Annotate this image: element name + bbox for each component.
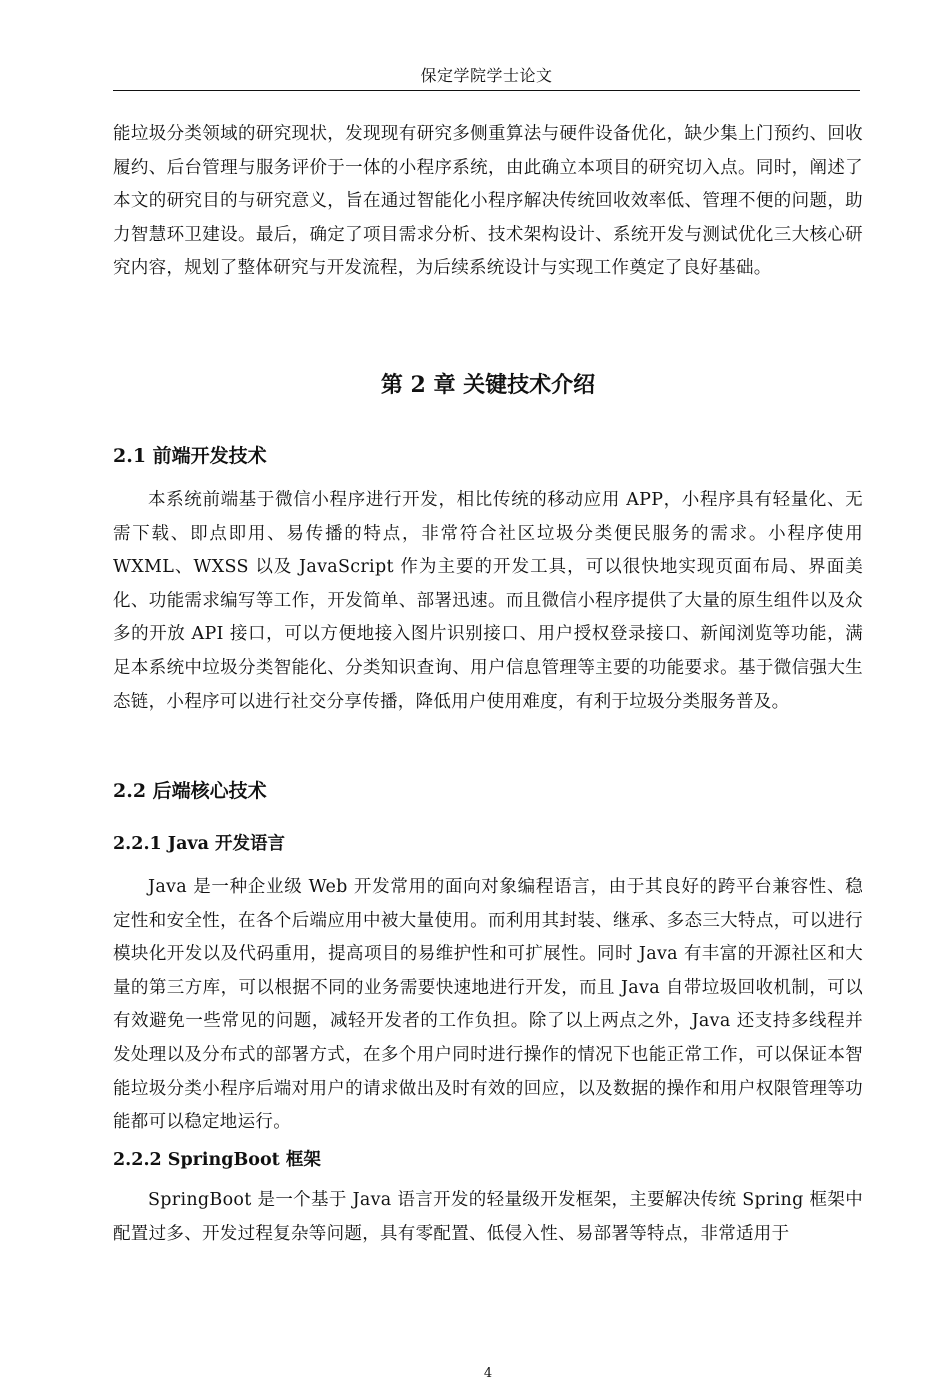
header-divider — [113, 90, 860, 91]
section-heading-2-1: 2.1 前端开发技术 — [113, 445, 267, 467]
section-heading-2-2-2: 2.2.2 SpringBoot 框架 — [113, 1150, 321, 1170]
section-2-1-paragraph: 本系统前端基于微信小程序进行开发，相比传统的移动应用 APP，小程序具有轻量化、无需下载、即点即用、易传播的特点，非常符合社区垃圾分类便民服务的需求。小程序使用 WXML、WXSS 以及 JavaScript 作为主要的开发工具，可以很快地实现页面布局、界面美化、功能需求编写等工作，开发简单、部署迅速。而且微信小程序提供了大量的原生组件以及众多的开放 API 接口，可以方便地接入图片识别接口、用户授权登录接口、新闻浏览等功能，满足本系统中垃圾分类智能化、分类知识查询、用户信息管理等主要的功能要求。基于微信强大生态链，小程序可以进行社交分享传播，降低用户使用难度，有利于垃圾分类服务普及。 — [113, 490, 863, 712]
chapter-title: 第 2 章 关键技术介绍 — [380, 372, 596, 398]
section-heading-2-2-1: 2.2.1 Java 开发语言 — [113, 834, 286, 854]
intro-tail-paragraph: 能垃圾分类领域的研究现状，发现现有研究多侧重算法与硬件设备优化，缺少集上门预约、回收履约、后台管理与服务评价于一体的小程序系统，由此确立本项目的研究切入点。同时，阐述了本文的研究目的与研究意义，旨在通过智能化小程序解决传统回收效率低、管理不便的问题，助力智慧环卫建设。最后，确定了项目需求分析、技术架构设计、系统开发与测试优化三大核心研究内容，规划了整体研究与开发流程，为后续系统设计与实现工作奠定了良好基础。 — [113, 124, 863, 279]
section-2-2-1-paragraph: Java 是一种企业级 Web 开发常用的面向对象编程语言，由于其良好的跨平台兼容性、稳定性和安全性，在各个后端应用中被大量使用。而利用其封装、继承、多态三大特点，可以进行模块化开发以及代码重用，提高项目的易维护性和可扩展性。同时 Java 有丰富的开源社区和大量的第三方库，可以根据不同的业务需要快速地进行开发，而且 Java 自带垃圾回收机制，可以有效避免一些常见的问题，减轻开发者的工作负担。除了以上两点之外，Java 还支持多线程并发处理以及分布式的部署方式，在多个用户同时进行操作的情况下也能正常工作，可以保证本智能垃圾分类小程序后端对用户的请求做出及时有效的回应，以及数据的操作和用户权限管理等功能都可以稳定地运行。 — [113, 877, 863, 1133]
running-header: 保定学院学士论文 — [420, 66, 553, 85]
page-number: 4 — [483, 1366, 493, 1381]
section-2-2-2-paragraph: SpringBoot 是一个基于 Java 语言开发的轻量级开发框架，主要解决传统 Spring 框架中配置过多、开发过程复杂等问题，具有零配置、低侵入性、易部署等特点，非常适用于 — [113, 1190, 863, 1244]
section-heading-2-2: 2.2 后端核心技术 — [113, 780, 267, 802]
